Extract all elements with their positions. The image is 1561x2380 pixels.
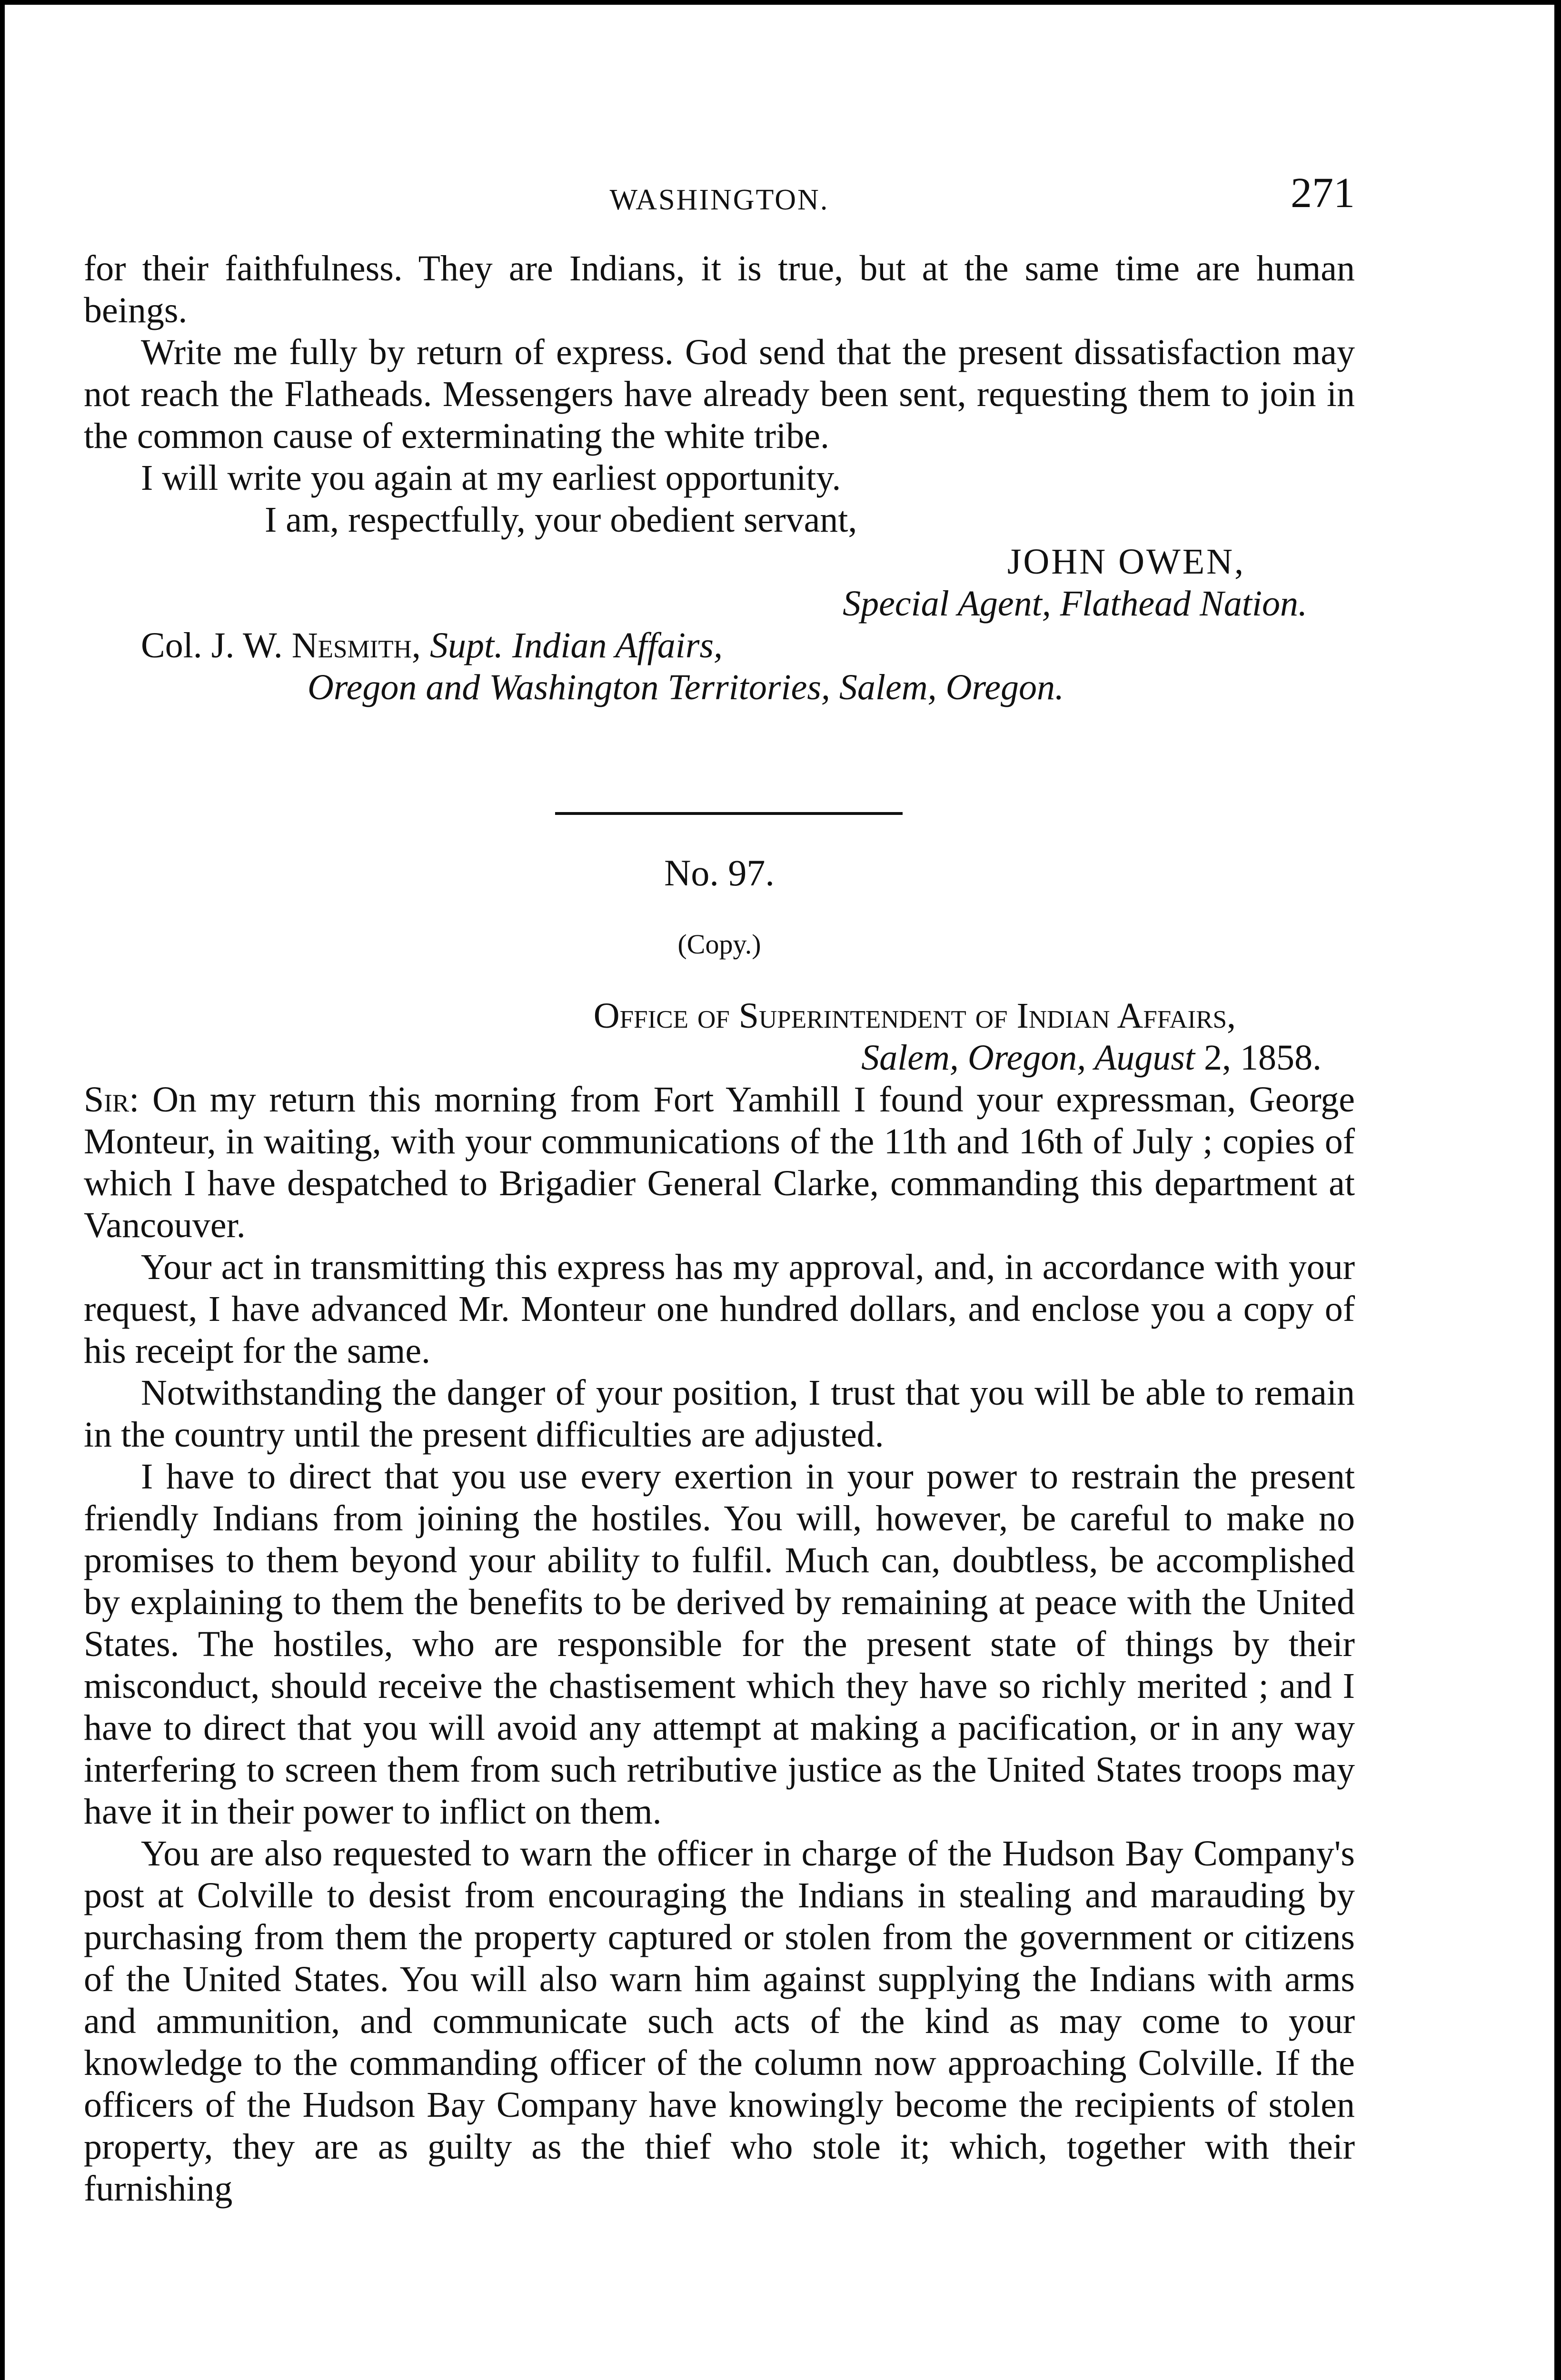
addressee-location: Oregon and Washington Territories, Salem, Oregon. [308,667,1064,707]
paragraph-text: On my return this morning from Fort Yamhill I found your expressman, George Monteur, in waiting, with your communications of the 11th and 16th of July ; copies of which I have despatched to Brigadier General Clarke, commanding this department at Vancouver. [84,1080,1355,1245]
document-page [84,0,1355,2380]
addressee [84,625,1355,666]
addressee-prefix: Col. J. W. [141,625,292,665]
document-number: No. 97. [664,852,775,893]
page-number: 271 [1291,169,1355,217]
running-head [84,169,1355,220]
signer-name: JOHN OWEN, [1007,542,1245,582]
addressee-title: Supt. Indian Affairs, [420,625,723,665]
paragraph: You are also requested to warn the officer in charge of the Hudson Bay Company's post at Colville to desist from encouraging the Indians in stealing and marauding by purchasing from them the property captured or stolen from the government or citizens of the United States. You will also warn him against supplying the Indians with arms and ammunition, and communicate such acts of the kind as may come to your knowledge to the commanding officer of the column now approaching Colville. If the officers of the Hudson Bay Company have knowingly become the recipients of stolen property, they are as guilty as the thief who stole it; which, together with their furnishing [84,1834,1355,2209]
signer-title: Special Agent, Flathead Nation. [843,584,1307,624]
running-title: WASHINGTON. [609,184,829,216]
office-heading: Office of Superintendent of Indian Affairs, [593,996,1236,1036]
paragraph [84,1079,1355,1246]
paragraph: I have to direct that you use every exertion in your power to restrain the present friendly Indians from joining the hostiles. You will, however, be careful to make no promises to them beyond your ability to fulfil. Much can, doubtless, be accomplished by explaining to them the benefits to be derived by remaining at peace with the United States. The hostiles, who are responsible for the present state of things by their misconduct, should receive the chastisement which they have so richly merited ; and I have to direct that you will avoid any attempt at making a pacification, or in any way interfering to screen them from such retributive justice as the United States troops may have it in their power to inflict on them. [84,1457,1355,1832]
paragraph: Your act in transmitting this express has my approval, and, in accordance with your request, I have advanced Mr. Monteur one hundred dollars, and enclose you a copy of his receipt for the same. [84,1247,1355,1371]
salutation: Sir: [84,1080,139,1120]
closing: I am, respectfully, your obedient servant, [265,500,857,540]
date-rest: 2, 1858. [1195,1038,1322,1078]
dateline [84,1037,1355,1079]
paragraph: I will write you again at my earliest opportunity. [141,458,841,498]
addressee-name: Nesmith, [291,625,421,665]
paragraph-continuation: for their faithfulness. They are Indians, it is true, but at the same time are human beings. [84,248,1355,330]
section-divider [555,812,903,815]
paragraph: Write me fully by return of express. God send that the present dissatisfaction may not reach the Flatheads. Messengers have already been sent, requesting them to join in the common cause of exterminating the white tribe. [84,332,1355,456]
paragraph: Notwithstanding the danger of your position, I trust that you will be able to remain in the country until the present difficulties are adjusted. [84,1373,1355,1455]
copy-note: (Copy.) [677,929,761,960]
letter-superintendent [84,995,1355,2210]
date-place: Salem, Oregon, August [861,1038,1195,1078]
letter-owen [84,248,1355,708]
